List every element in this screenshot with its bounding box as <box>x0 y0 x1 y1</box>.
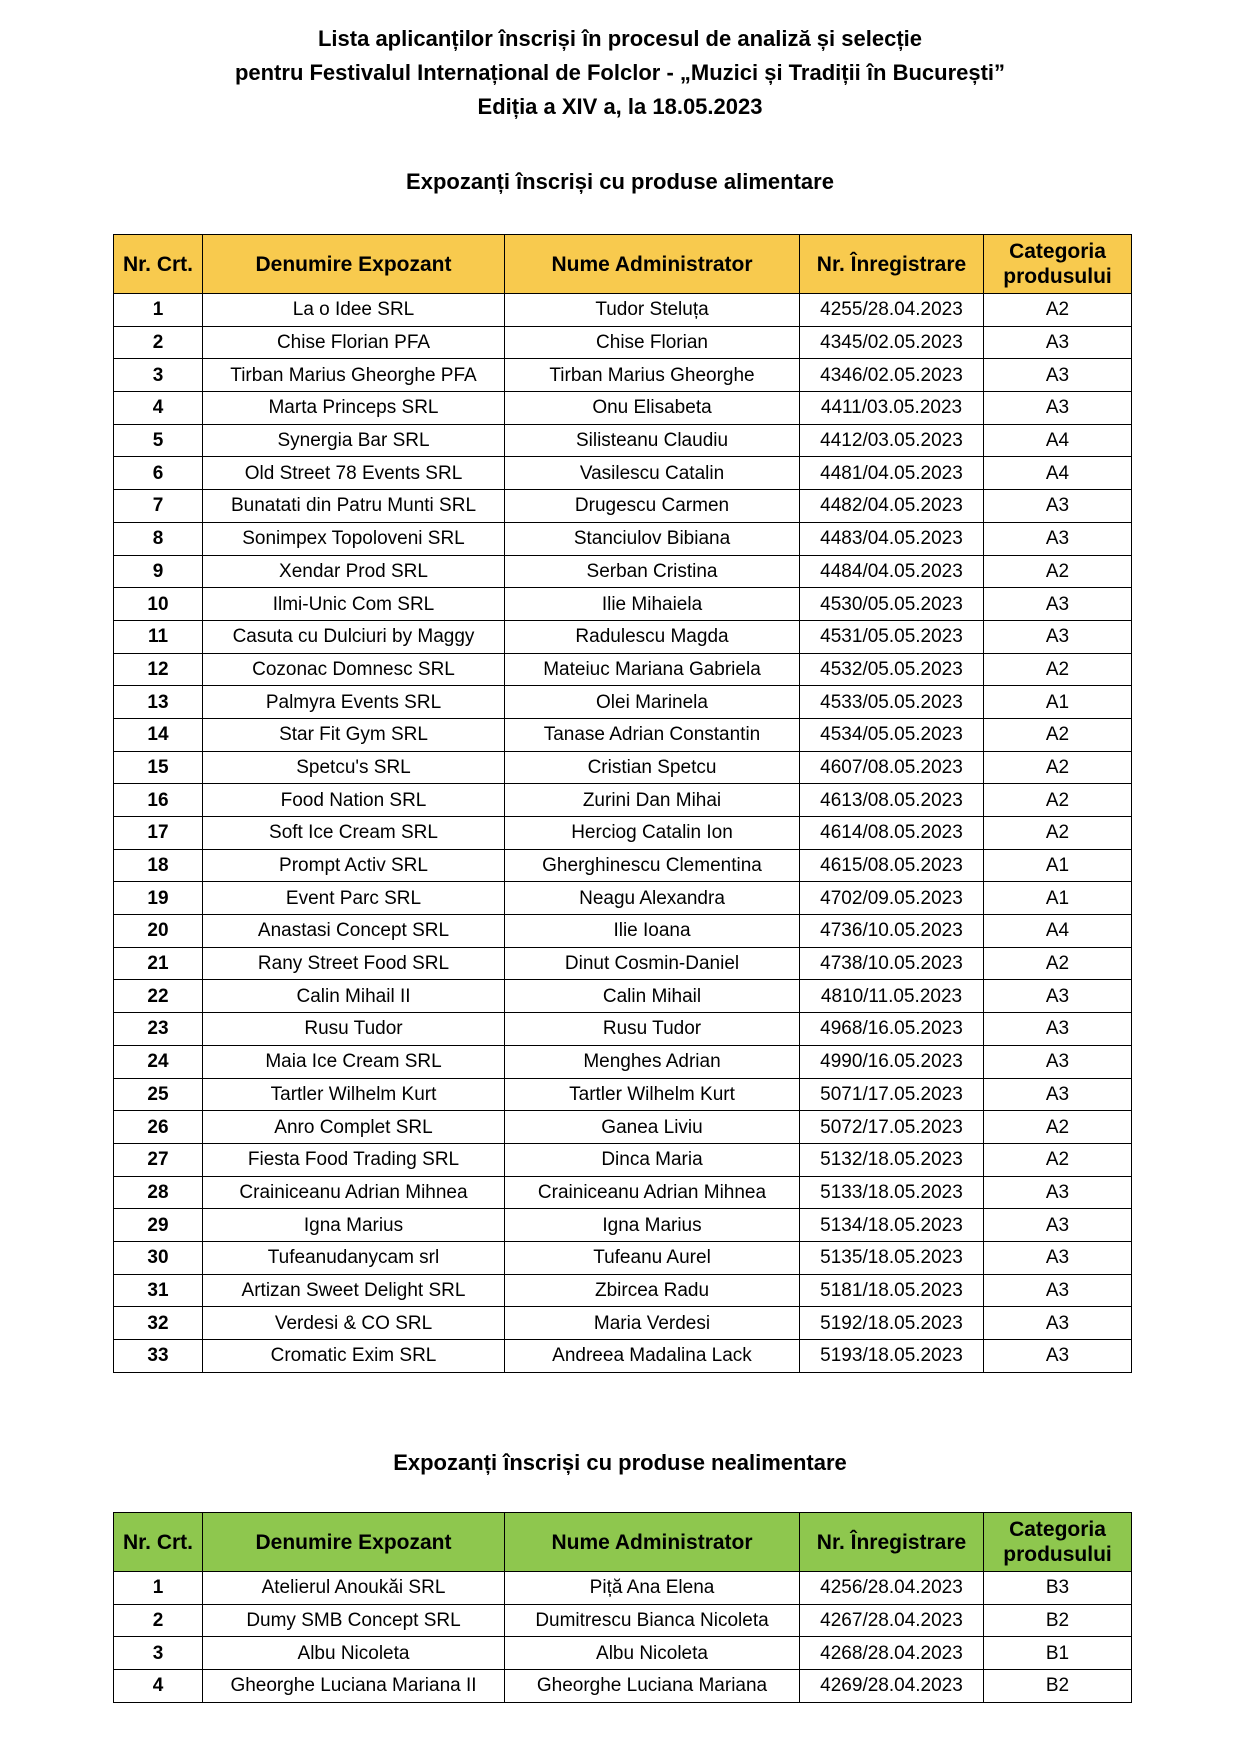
cell-nr: 5 <box>114 424 203 457</box>
cell-inregistrare: 4346/02.05.2023 <box>800 359 984 392</box>
table-row <box>114 1637 1132 1670</box>
cell-denumire: Xendar Prod SRL <box>203 555 505 588</box>
cell-categoria: A3 <box>984 620 1132 653</box>
table-row <box>114 1045 1132 1078</box>
cell-denumire: Atelierul Anoukăi SRL <box>203 1572 505 1605</box>
cell-categoria: A3 <box>984 1013 1132 1046</box>
cell-nr: 25 <box>114 1078 203 1111</box>
cell-nr: 29 <box>114 1209 203 1242</box>
cell-denumire: Crainiceanu Adrian Mihnea <box>203 1176 505 1209</box>
cell-categoria: A2 <box>984 947 1132 980</box>
cell-categoria: A3 <box>984 326 1132 359</box>
table-row <box>114 1111 1132 1144</box>
cell-denumire: Ilmi-Unic Com SRL <box>203 588 505 621</box>
cell-inregistrare: 4412/03.05.2023 <box>800 424 984 457</box>
cell-categoria: B1 <box>984 1637 1132 1670</box>
cell-administrator: Calin Mihail <box>505 980 800 1013</box>
table-row <box>114 718 1132 751</box>
cell-administrator: Menghes Adrian <box>505 1045 800 1078</box>
table-row <box>114 1209 1132 1242</box>
cell-administrator: Ilie Ioana <box>505 915 800 948</box>
cell-categoria: A2 <box>984 294 1132 327</box>
cell-categoria: A3 <box>984 1307 1132 1340</box>
cell-categoria: A3 <box>984 522 1132 555</box>
cell-categoria: A2 <box>984 784 1132 817</box>
table-row <box>114 424 1132 457</box>
table-row <box>114 1241 1132 1274</box>
cell-inregistrare: 5072/17.05.2023 <box>800 1111 984 1144</box>
cell-denumire: Tirban Marius Gheorghe PFA <box>203 359 505 392</box>
cell-nr: 14 <box>114 718 203 751</box>
cell-inregistrare: 5134/18.05.2023 <box>800 1209 984 1242</box>
header-administrator: Nume Administrator <box>505 235 800 294</box>
table-row <box>114 751 1132 784</box>
cell-nr: 11 <box>114 620 203 653</box>
cell-nr: 32 <box>114 1307 203 1340</box>
cell-categoria: A2 <box>984 555 1132 588</box>
cell-inregistrare: 4345/02.05.2023 <box>800 326 984 359</box>
cell-denumire: Artizan Sweet Delight SRL <box>203 1274 505 1307</box>
cell-denumire: Fiesta Food Trading SRL <box>203 1143 505 1176</box>
cell-inregistrare: 4702/09.05.2023 <box>800 882 984 915</box>
table-header-row <box>114 235 1132 294</box>
cell-denumire: Maia Ice Cream SRL <box>203 1045 505 1078</box>
cell-inregistrare: 5133/18.05.2023 <box>800 1176 984 1209</box>
cell-administrator: Zurini Dan Mihai <box>505 784 800 817</box>
cell-administrator: Tartler Wilhelm Kurt <box>505 1078 800 1111</box>
cell-categoria: A2 <box>984 1143 1132 1176</box>
cell-categoria: A2 <box>984 751 1132 784</box>
cell-nr: 19 <box>114 882 203 915</box>
cell-denumire: Rany Street Food SRL <box>203 947 505 980</box>
cell-denumire: Albu Nicoleta <box>203 1637 505 1670</box>
cell-administrator: Onu Elisabeta <box>505 392 800 425</box>
cell-inregistrare: 4533/05.05.2023 <box>800 686 984 719</box>
cell-denumire: Food Nation SRL <box>203 784 505 817</box>
cell-administrator: Andreea Madalina Lack <box>505 1340 800 1373</box>
cell-inregistrare: 4614/08.05.2023 <box>800 817 984 850</box>
cell-nr: 1 <box>114 294 203 327</box>
table-row <box>114 392 1132 425</box>
cell-inregistrare: 4255/28.04.2023 <box>800 294 984 327</box>
food-section-title: Expozanți înscriși cu produse alimentare <box>406 169 834 194</box>
cell-inregistrare: 5071/17.05.2023 <box>800 1078 984 1111</box>
table-row <box>114 1176 1132 1209</box>
cell-categoria: A3 <box>984 1274 1132 1307</box>
cell-nr: 17 <box>114 817 203 850</box>
cell-inregistrare: 4968/16.05.2023 <box>800 1013 984 1046</box>
cell-categoria: A3 <box>984 392 1132 425</box>
cell-denumire: Bunatati din Patru Munti SRL <box>203 490 505 523</box>
cell-administrator: Albu Nicoleta <box>505 1637 800 1670</box>
cell-nr: 28 <box>114 1176 203 1209</box>
cell-inregistrare: 4531/05.05.2023 <box>800 620 984 653</box>
table-row <box>114 326 1132 359</box>
cell-categoria: B3 <box>984 1572 1132 1605</box>
table-row <box>114 294 1132 327</box>
cell-nr: 4 <box>114 392 203 425</box>
cell-inregistrare: 4532/05.05.2023 <box>800 653 984 686</box>
cell-denumire: Prompt Activ SRL <box>203 849 505 882</box>
food-exhibitors-table <box>113 234 1132 1373</box>
cell-inregistrare: 4613/08.05.2023 <box>800 784 984 817</box>
cell-denumire: Marta Princeps SRL <box>203 392 505 425</box>
cell-nr: 13 <box>114 686 203 719</box>
cell-administrator: Chise Florian <box>505 326 800 359</box>
cell-categoria: A3 <box>984 1045 1132 1078</box>
cell-categoria: A3 <box>984 490 1132 523</box>
nonfood-table-body <box>114 1572 1132 1703</box>
cell-administrator: Ganea Liviu <box>505 1111 800 1144</box>
table-row <box>114 686 1132 719</box>
cell-nr: 27 <box>114 1143 203 1176</box>
cell-denumire: Casuta cu Dulciuri by Maggy <box>203 620 505 653</box>
table-row <box>114 1274 1132 1307</box>
cell-nr: 33 <box>114 1340 203 1373</box>
cell-administrator: Silisteanu Claudiu <box>505 424 800 457</box>
cell-denumire: Cozonac Domnesc SRL <box>203 653 505 686</box>
cell-categoria: A4 <box>984 424 1132 457</box>
cell-inregistrare: 4615/08.05.2023 <box>800 849 984 882</box>
cell-categoria: A2 <box>984 817 1132 850</box>
cell-inregistrare: 5192/18.05.2023 <box>800 1307 984 1340</box>
cell-categoria: A3 <box>984 1241 1132 1274</box>
cell-nr: 1 <box>114 1572 203 1605</box>
cell-nr: 18 <box>114 849 203 882</box>
cell-administrator: Stanciulov Bibiana <box>505 522 800 555</box>
table-row <box>114 784 1132 817</box>
cell-nr: 3 <box>114 1637 203 1670</box>
cell-categoria: A2 <box>984 653 1132 686</box>
cell-denumire: Dumy SMB Concept SRL <box>203 1604 505 1637</box>
cell-categoria: A3 <box>984 1078 1132 1111</box>
nonfood-section-title: Expozanți înscriși cu produse nealimentare <box>393 1450 847 1475</box>
table-row <box>114 849 1132 882</box>
header-nr: Nr. Crt. <box>114 1513 203 1572</box>
cell-administrator: Tirban Marius Gheorghe <box>505 359 800 392</box>
cell-inregistrare: 4607/08.05.2023 <box>800 751 984 784</box>
nonfood-exhibitors-table <box>113 1512 1132 1703</box>
cell-inregistrare: 4810/11.05.2023 <box>800 980 984 1013</box>
table-row <box>114 1143 1132 1176</box>
table-row <box>114 490 1132 523</box>
cell-nr: 22 <box>114 980 203 1013</box>
table-row <box>114 457 1132 490</box>
table-row <box>114 1340 1132 1373</box>
cell-administrator: Gherghinescu Clementina <box>505 849 800 882</box>
cell-categoria: A1 <box>984 849 1132 882</box>
cell-inregistrare: 5193/18.05.2023 <box>800 1340 984 1373</box>
title-line-2: pentru Festivalul Internațional de Folclor - „Muzici și Tradiții în București” <box>234 60 1006 85</box>
cell-nr: 24 <box>114 1045 203 1078</box>
cell-administrator: Tanase Adrian Constantin <box>505 718 800 751</box>
cell-denumire: Rusu Tudor <box>203 1013 505 1046</box>
cell-categoria: A2 <box>984 1111 1132 1144</box>
cell-categoria: B2 <box>984 1604 1132 1637</box>
cell-administrator: Zbircea Radu <box>505 1274 800 1307</box>
cell-inregistrare: 4990/16.05.2023 <box>800 1045 984 1078</box>
cell-nr: 23 <box>114 1013 203 1046</box>
cell-categoria: A3 <box>984 1176 1132 1209</box>
header-nr: Nr. Crt. <box>114 235 203 294</box>
cell-denumire: Synergia Bar SRL <box>203 424 505 457</box>
cell-categoria: A3 <box>984 359 1132 392</box>
document-title <box>0 22 1240 124</box>
cell-denumire: Igna Marius <box>203 1209 505 1242</box>
cell-inregistrare: 5132/18.05.2023 <box>800 1143 984 1176</box>
cell-nr: 16 <box>114 784 203 817</box>
table-row <box>114 620 1132 653</box>
cell-nr: 6 <box>114 457 203 490</box>
cell-inregistrare: 4269/28.04.2023 <box>800 1670 984 1703</box>
cell-denumire: Verdesi & CO SRL <box>203 1307 505 1340</box>
cell-nr: 26 <box>114 1111 203 1144</box>
cell-administrator: Crainiceanu Adrian Mihnea <box>505 1176 800 1209</box>
cell-administrator: Herciog Catalin Ion <box>505 817 800 850</box>
cell-administrator: Vasilescu Catalin <box>505 457 800 490</box>
cell-denumire: La o Idee SRL <box>203 294 505 327</box>
cell-denumire: Sonimpex Topoloveni SRL <box>203 522 505 555</box>
cell-denumire: Cromatic Exim SRL <box>203 1340 505 1373</box>
cell-nr: 15 <box>114 751 203 784</box>
cell-administrator: Tufeanu Aurel <box>505 1241 800 1274</box>
cell-denumire: Event Parc SRL <box>203 882 505 915</box>
cell-administrator: Radulescu Magda <box>505 620 800 653</box>
title-line-1: Lista aplicanților înscriși în procesul de analiză și selecție <box>317 26 922 51</box>
cell-denumire: Gheorghe Luciana Mariana II <box>203 1670 505 1703</box>
cell-categoria: A2 <box>984 718 1132 751</box>
cell-nr: 21 <box>114 947 203 980</box>
table-row <box>114 588 1132 621</box>
cell-administrator: Drugescu Carmen <box>505 490 800 523</box>
cell-denumire: Tufeanudanycam srl <box>203 1241 505 1274</box>
table-row <box>114 817 1132 850</box>
cell-categoria: A1 <box>984 882 1132 915</box>
header-categoria: Categoria produsului <box>984 1513 1132 1572</box>
header-inregistrare: Nr. Înregistrare <box>800 1513 984 1572</box>
cell-inregistrare: 4738/10.05.2023 <box>800 947 984 980</box>
header-denumire: Denumire Expozant <box>203 1513 505 1572</box>
cell-nr: 10 <box>114 588 203 621</box>
cell-inregistrare: 4267/28.04.2023 <box>800 1604 984 1637</box>
header-inregistrare: Nr. Înregistrare <box>800 235 984 294</box>
cell-denumire: Anro Complet SRL <box>203 1111 505 1144</box>
cell-inregistrare: 4256/28.04.2023 <box>800 1572 984 1605</box>
cell-administrator: Maria Verdesi <box>505 1307 800 1340</box>
cell-administrator: Tudor Steluța <box>505 294 800 327</box>
cell-denumire: Star Fit Gym SRL <box>203 718 505 751</box>
cell-nr: 4 <box>114 1670 203 1703</box>
cell-administrator: Piță Ana Elena <box>505 1572 800 1605</box>
title-line-3: Ediția a XIV a, la 18.05.2023 <box>477 94 763 119</box>
table-row <box>114 555 1132 588</box>
table-row <box>114 1013 1132 1046</box>
cell-categoria: A3 <box>984 980 1132 1013</box>
cell-nr: 9 <box>114 555 203 588</box>
cell-nr: 12 <box>114 653 203 686</box>
cell-inregistrare: 4481/04.05.2023 <box>800 457 984 490</box>
cell-administrator: Serban Cristina <box>505 555 800 588</box>
cell-administrator: Igna Marius <box>505 1209 800 1242</box>
header-denumire: Denumire Expozant <box>203 235 505 294</box>
cell-inregistrare: 4483/04.05.2023 <box>800 522 984 555</box>
cell-inregistrare: 4411/03.05.2023 <box>800 392 984 425</box>
table-header-row <box>114 1513 1132 1572</box>
cell-nr: 8 <box>114 522 203 555</box>
table-row <box>114 915 1132 948</box>
table-row <box>114 980 1132 1013</box>
cell-inregistrare: 5135/18.05.2023 <box>800 1241 984 1274</box>
cell-categoria: A3 <box>984 1340 1132 1373</box>
cell-inregistrare: 4268/28.04.2023 <box>800 1637 984 1670</box>
cell-inregistrare: 4482/04.05.2023 <box>800 490 984 523</box>
table-row <box>114 947 1132 980</box>
table-row <box>114 359 1132 392</box>
cell-categoria: A4 <box>984 457 1132 490</box>
cell-categoria: A3 <box>984 1209 1132 1242</box>
cell-denumire: Spetcu's SRL <box>203 751 505 784</box>
header-categoria: Categoria produsului <box>984 235 1132 294</box>
cell-administrator: Dinut Cosmin-Daniel <box>505 947 800 980</box>
cell-administrator: Mateiuc Mariana Gabriela <box>505 653 800 686</box>
cell-denumire: Tartler Wilhelm Kurt <box>203 1078 505 1111</box>
cell-denumire: Palmyra Events SRL <box>203 686 505 719</box>
cell-inregistrare: 5181/18.05.2023 <box>800 1274 984 1307</box>
cell-categoria: A1 <box>984 686 1132 719</box>
cell-nr: 2 <box>114 1604 203 1637</box>
table-row <box>114 1572 1132 1605</box>
cell-inregistrare: 4736/10.05.2023 <box>800 915 984 948</box>
cell-denumire: Soft Ice Cream SRL <box>203 817 505 850</box>
table-row <box>114 1670 1132 1703</box>
cell-administrator: Rusu Tudor <box>505 1013 800 1046</box>
cell-nr: 30 <box>114 1241 203 1274</box>
cell-administrator: Neagu Alexandra <box>505 882 800 915</box>
table-row <box>114 1604 1132 1637</box>
cell-categoria: A4 <box>984 915 1132 948</box>
table-row <box>114 653 1132 686</box>
cell-nr: 2 <box>114 326 203 359</box>
header-administrator: Nume Administrator <box>505 1513 800 1572</box>
food-table-body <box>114 294 1132 1373</box>
cell-inregistrare: 4534/05.05.2023 <box>800 718 984 751</box>
cell-categoria: A3 <box>984 588 1132 621</box>
table-row <box>114 882 1132 915</box>
table-row <box>114 1307 1132 1340</box>
cell-administrator: Cristian Spetcu <box>505 751 800 784</box>
cell-nr: 31 <box>114 1274 203 1307</box>
cell-inregistrare: 4530/05.05.2023 <box>800 588 984 621</box>
cell-administrator: Ilie Mihaiela <box>505 588 800 621</box>
cell-nr: 3 <box>114 359 203 392</box>
table-row <box>114 1078 1132 1111</box>
cell-denumire: Chise Florian PFA <box>203 326 505 359</box>
table-row <box>114 522 1132 555</box>
cell-denumire: Calin Mihail II <box>203 980 505 1013</box>
cell-administrator: Dinca Maria <box>505 1143 800 1176</box>
cell-administrator: Olei Marinela <box>505 686 800 719</box>
cell-administrator: Dumitrescu Bianca Nicoleta <box>505 1604 800 1637</box>
cell-inregistrare: 4484/04.05.2023 <box>800 555 984 588</box>
cell-denumire: Anastasi Concept SRL <box>203 915 505 948</box>
cell-nr: 7 <box>114 490 203 523</box>
cell-nr: 20 <box>114 915 203 948</box>
cell-administrator: Gheorghe Luciana Mariana <box>505 1670 800 1703</box>
cell-categoria: B2 <box>984 1670 1132 1703</box>
cell-denumire: Old Street 78 Events SRL <box>203 457 505 490</box>
